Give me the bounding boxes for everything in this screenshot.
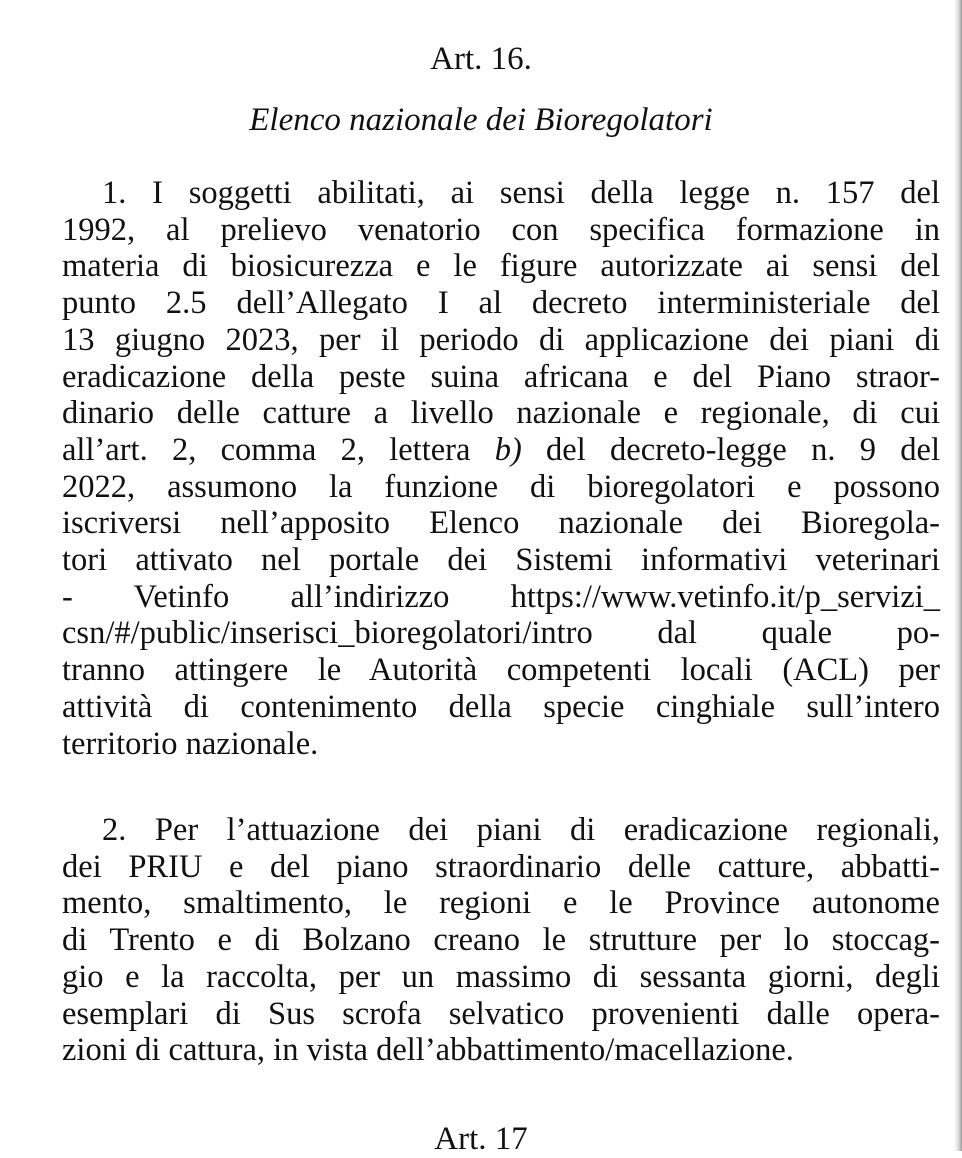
paragraph-line: 2. Per l’attuazione dei piani di eradicazione regionali,: [102, 812, 940, 848]
paragraph-line: punto 2.5 dell’Allegato I al decreto interministeriale del: [62, 285, 940, 322]
paragraph-line: 2022, assumono la funzione di bioregolatori e possono: [62, 468, 940, 505]
paragraph-line: di Trento e di Bolzano creano le strutture per lo stoccag-: [62, 922, 940, 959]
line-segment: del decreto-legge n. 9 del: [521, 431, 940, 468]
paragraph-line: 1992, al prelievo venatorio con specifica formazione in: [62, 211, 940, 248]
paragraph-2: [62, 812, 940, 1069]
next-article-heading: Art. 17: [434, 1121, 528, 1157]
paragraph-line: 1. I soggetti abilitati, ai sensi della legge n. 157 del: [102, 175, 940, 211]
line-segment: all’art. 2, comma 2, lettera: [62, 431, 495, 468]
paragraph-1: [62, 175, 940, 762]
paragraph-line: iscriversi nell’apposito Elenco nazionale dei Bioregola-: [62, 505, 940, 542]
paragraph-line: 13 giugno 2023, per il periodo di applicazione dei piani di: [62, 321, 940, 358]
paragraph-line: - Vetinfo all’indirizzo https://www.vetinfo.it/p_servizi_: [62, 578, 940, 615]
scan-edge: [954, 0, 962, 1151]
paragraph-line: gio e la raccolta, per un massimo di sessanta giorni, degli: [62, 958, 940, 995]
paragraph-line: csn/#/public/inserisci_bioregolatori/intro dal quale po-: [62, 615, 940, 652]
paragraph-line: dei PRIU e del piano straordinario delle catture, abbatti-: [62, 848, 940, 885]
paragraph-line: [62, 432, 940, 469]
paragraph-line: mento, smaltimento, le regioni e le Province autonome: [62, 885, 940, 922]
paragraph-line: tori attivato nel portale dei Sistemi informativi veterinari: [62, 542, 940, 579]
paragraph-line: esemplari di Sus scrofa selvatico provenienti dalle opera-: [62, 995, 940, 1032]
paragraph-line: territorio nazionale.: [62, 725, 319, 762]
paragraph-line: zioni di cattura, in vista dell’abbattimento/macellazione.: [62, 1032, 794, 1069]
paragraph-line: dinario delle catture a livello nazionale e regionale, di cui: [62, 395, 940, 432]
paragraph-line: materia di biosicurezza e le figure autorizzate ai sensi del: [62, 248, 940, 285]
paragraph-line: eradicazione della peste suina africana e del Piano straor-: [62, 358, 940, 395]
article-heading: Art. 16.: [430, 41, 532, 77]
article-title: Elenco nazionale dei Bioregolatori: [249, 102, 713, 138]
paragraph-line: attività di contenimento della specie cinghiale sull’intero: [62, 688, 940, 725]
paragraph-line: tranno attingere le Autorità competenti locali (ACL) per: [62, 652, 940, 689]
italic-reference: b): [494, 431, 522, 468]
